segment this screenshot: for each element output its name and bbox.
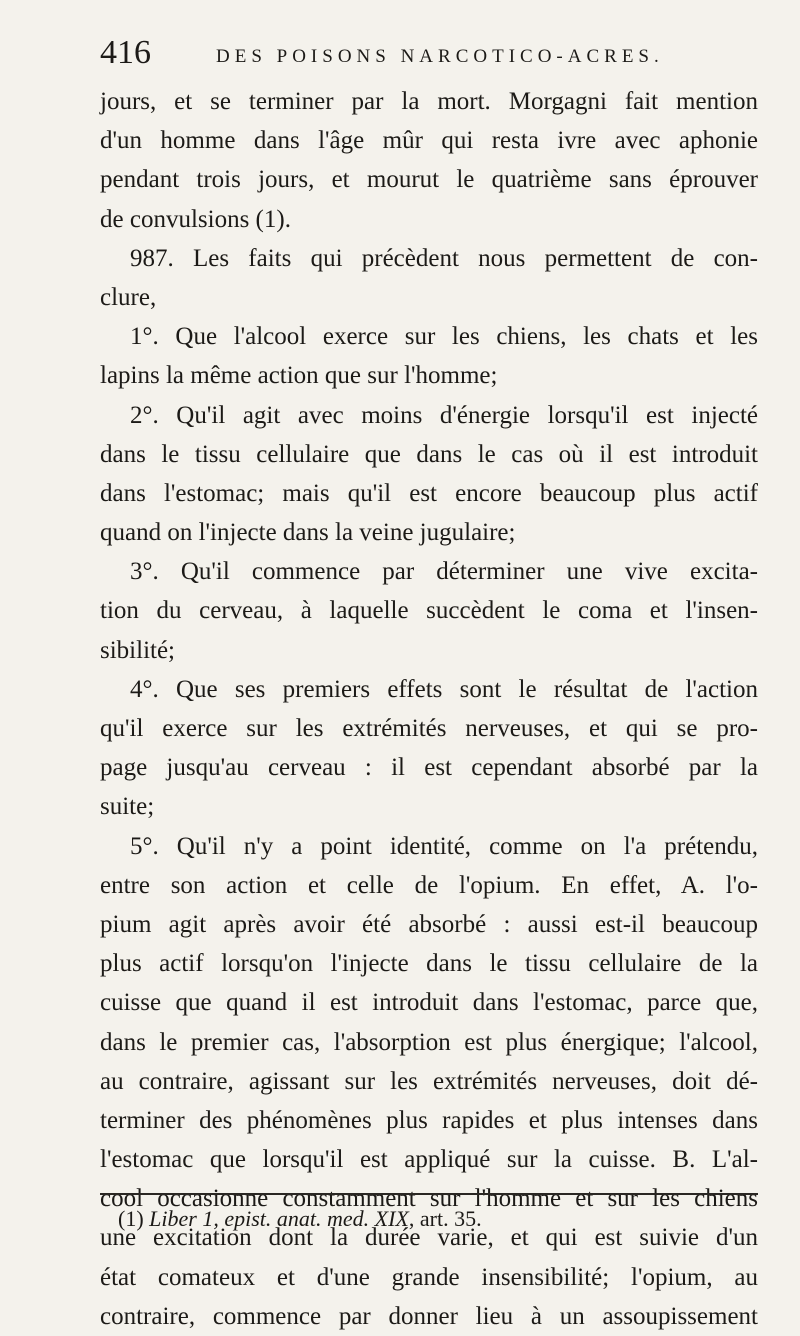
text-line: cuisse que quand il est introduit dans l'estomac, parce que,: [100, 989, 758, 1017]
text-line: au contraire, agissant sur les extrémités nerveuses, doit dé-: [100, 1067, 758, 1095]
text-line: de convulsions (1).: [100, 205, 291, 233]
text-line: l'estomac que lorsqu'il est appliqué sur la cuisse. B. L'al-: [100, 1146, 758, 1174]
running-head: DES POISONS NARCOTICO-ACRES.: [216, 46, 664, 67]
footnote-article: , art. 35.: [408, 1206, 482, 1231]
text-line: 5°. Qu'il n'y a point identité, comme on l'a prétendu,: [130, 832, 758, 860]
text-line: dans le tissu cellulaire que dans le cas où il est introduit: [100, 440, 758, 468]
text-line: plus actif lorsqu'on l'injecte dans le tissu cellulaire de la: [100, 950, 758, 978]
text-line: 4°. Que ses premiers effets sont le résultat de l'action: [130, 675, 758, 703]
text-line: 3°. Qu'il commence par déterminer une vive excita-: [130, 558, 758, 586]
text-line: suite;: [100, 793, 155, 821]
text-line: terminer des phénomènes plus rapides et plus intenses dans: [100, 1106, 758, 1134]
text-line: 987. Les faits qui précèdent nous permettent de con-: [130, 244, 758, 272]
footnote-source: Liber 1, epist. anat. med. XIX: [149, 1206, 409, 1231]
text-line: entre son action et celle de l'opium. En effet, A. l'o-: [100, 871, 758, 899]
page-header: [100, 34, 760, 84]
text-line: pendant trois jours, et mourut le quatrième sans éprouver: [100, 166, 758, 194]
text-line: lapins la même action que sur l'homme;: [100, 362, 498, 390]
text-line: 1°. Que l'alcool exerce sur les chiens, les chats et les: [130, 323, 758, 351]
text-line: qu'il exerce sur les extrémités nerveuses, et qui se pro-: [100, 715, 758, 742]
text-line: état comateux et d'une grande insensibilité; l'opium, au: [100, 1263, 758, 1291]
text-line: 2°. Qu'il agit avec moins d'énergie lorsqu'il est injecté: [130, 401, 758, 429]
text-line: jours, et se terminer par la mort. Morgagni fait mention: [100, 88, 758, 115]
text-line: cool occasionne constamment sur l'homme et sur les chiens: [100, 1185, 758, 1213]
text-line: dans l'estomac; mais qu'il est encore beaucoup plus actif: [100, 479, 758, 507]
body-text: [100, 82, 758, 1336]
text-line: contraire, commence par donner lieu à un assoupissement: [100, 1302, 758, 1330]
footnote-rule: [100, 1193, 758, 1195]
text-line: une excitation dont la durée varie, et qui est suivie d'un: [100, 1224, 758, 1252]
footnote: [118, 1206, 482, 1232]
text-line: sibilité;: [100, 636, 175, 664]
text-line: pium agit après avoir été absorbé : aussi est-il beaucoup: [100, 910, 758, 938]
footnote-marker: (1): [118, 1206, 144, 1231]
text-line: d'un homme dans l'âge mûr qui resta ivre avec aphonie: [100, 127, 758, 155]
text-line: quand on l'injecte dans la veine jugulaire;: [100, 519, 516, 547]
text-line: dans le premier cas, l'absorption est plus énergique; l'alcool,: [100, 1028, 758, 1056]
text-line: clure,: [100, 283, 157, 311]
page-number: 416: [100, 34, 151, 71]
text-line: tion du cerveau, à laquelle succèdent le coma et l'insen-: [100, 597, 758, 625]
text-line: page jusqu'au cerveau : il est cependant absorbé par la: [100, 754, 758, 782]
